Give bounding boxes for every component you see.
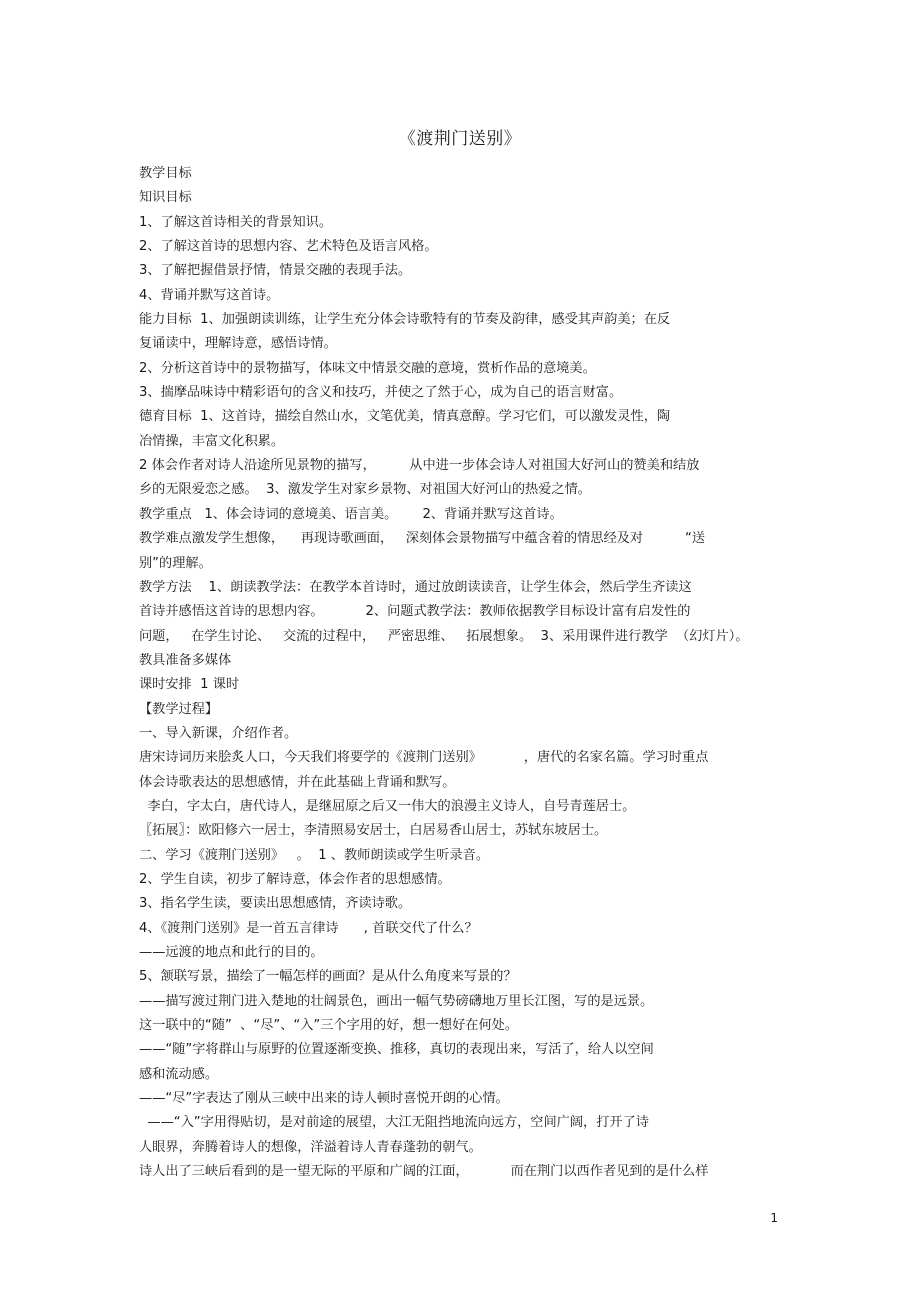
text-line: 乡的无限爱恋之感。 3、激发学生对家乡景物、对祖国大好河山的热爱之情。 <box>139 482 591 498</box>
text-line: 问题， 在学生讨论、 交流的过程中， 严密思维、 拓展想象。 3、采用课件进行教学 （幻灯片）。 <box>139 628 749 644</box>
text-line: 4、《渡荆门送别》是一首五言律诗 , 首联交代了什么？ <box>139 920 478 936</box>
text-line: 别”的理解。 <box>139 555 212 571</box>
text-line: ——远渡的地点和此行的目的。 <box>139 945 324 960</box>
text-line: 教学目标 <box>139 166 192 181</box>
text-line: 二、学习《渡荆门送别》 。 1 、教师朗读或学生听录音。 <box>139 847 490 863</box>
text-line: 教学重点 1、体会诗词的意境美、语言美。 2、背诵并默写这首诗。 <box>139 506 563 522</box>
text-line: 首诗并感悟这首诗的思想内容。 2、问题式教学法：教师依据教学目标设计富有启发性的 <box>139 604 691 620</box>
text-line: 冶情操，丰富文化积累。 <box>139 433 285 449</box>
text-line: 2、学生自读，初步了解诗意，体会作者的思想感情。 <box>139 871 451 887</box>
text-line: 4、背诵并默写这首诗。 <box>139 287 280 303</box>
text-line: 课时安排 1 课时 <box>139 677 240 693</box>
text-line: 感和流动感。 <box>139 1066 219 1082</box>
text-line: 【教学过程】 <box>139 701 219 717</box>
text-line: 3、指名学生读，要读出思想感情，齐读诗歌。 <box>139 896 412 912</box>
text-line: 复诵读中，理解诗意，感悟诗情。 <box>139 336 337 352</box>
text-line: 教学方法 1、朗读教学法：在教学本首诗时，通过放朗读读音，让学生体会，然后学生齐读这 <box>139 579 692 595</box>
text-line: 5、颔联写景，描绘了一幅怎样的画面？是从什么角度来写景的？ <box>139 969 517 985</box>
text-line: ——“入”字用得贴切，是对前途的展望，大江无阻挡地流向远方，空间广阔，打开了诗 <box>139 1115 649 1131</box>
text-line: 2、分析这首诗中的景物描写，体味文中情景交融的意境，赏析作品的意境美。 <box>139 360 596 376</box>
text-line: 唐宋诗词历来脍炙人口，今天我们将要学的《渡荆门送别》 ，唐代的名家名篇。学习时重点 <box>139 750 709 766</box>
text-line: ——“尽”字表达了刚从三峡中出来的诗人顿时喜悦开朗的心情。 <box>139 1091 509 1107</box>
text-line: 诗人出了三峡后看到的是一望无际的平原和广阔的江面， 而在荆门以西作者见到的是什么样 <box>139 1164 709 1180</box>
text-line: 教具准备多媒体 <box>139 652 232 668</box>
page-number: 1 <box>770 1211 778 1225</box>
text-line: 〖拓展〗：欧阳修六一居士，李清照易安居士，白居易香山居士，苏轼东坡居士。 <box>139 823 608 839</box>
text-line: 李白，字太白，唐代诗人，是继屈原之后又一伟大的浪漫主义诗人，自号青莲居士。 <box>139 798 636 814</box>
text-line: 这一联中的“随” 、“尽”、“入”三个字用的好，想一想好在何处。 <box>139 1018 519 1034</box>
text-line: 3、揣摩品味诗中精彩语句的含义和技巧，并使之了然于心，成为自己的语言财富。 <box>139 385 623 401</box>
text-line: 能力目标 1、加强朗读训练，让学生充分体会诗歌特有的节奏及韵律，感受其声韵美；在反 <box>139 312 671 328</box>
document-body <box>139 162 799 1184</box>
text-line: 一、导入新课，介绍作者。 <box>139 725 298 741</box>
text-line: 人眼界，奔腾着诗人的想像，洋溢着诗人青春蓬勃的朝气。 <box>139 1139 482 1155</box>
text-line: 德育目标 1、这首诗，描绘自然山水，文笔优美，情真意醇。学习它们，可以激发灵性，陶 <box>139 409 671 425</box>
text-line: 教学难点激发学生想像， 再现诗歌画面， 深刻体会景物描写中蕴含着的情思经及对 “送 <box>139 531 706 547</box>
text-line: 2、了解这首诗的思想内容、艺术特色及语言风格。 <box>139 239 438 255</box>
text-line: 知识目标 <box>139 190 192 206</box>
text-line: 2 体会作者对诗人沿途所见景物的描写， 从中进一步体会诗人对祖国大好河山的赞美和结放 <box>139 458 700 474</box>
text-line: 体会诗歌表达的思想感情，并在此基础上背诵和默写。 <box>139 774 456 790</box>
text-line: 1、了解这首诗相关的背景知识。 <box>139 214 333 230</box>
document-title: 《渡荆门送别》 <box>398 129 522 149</box>
text-line: ——描写渡过荆门进入楚地的壮阔景色，画出一幅气势磅礴地万里长江图，写的是远景。 <box>139 993 654 1009</box>
text-line: 3、了解把握借景抒情，情景交融的表现手法。 <box>139 263 412 279</box>
text-line: ——“随”字将群山与原野的位置逐渐变换、推移，真切的表现出来，写活了，给人以空间 <box>139 1042 654 1058</box>
